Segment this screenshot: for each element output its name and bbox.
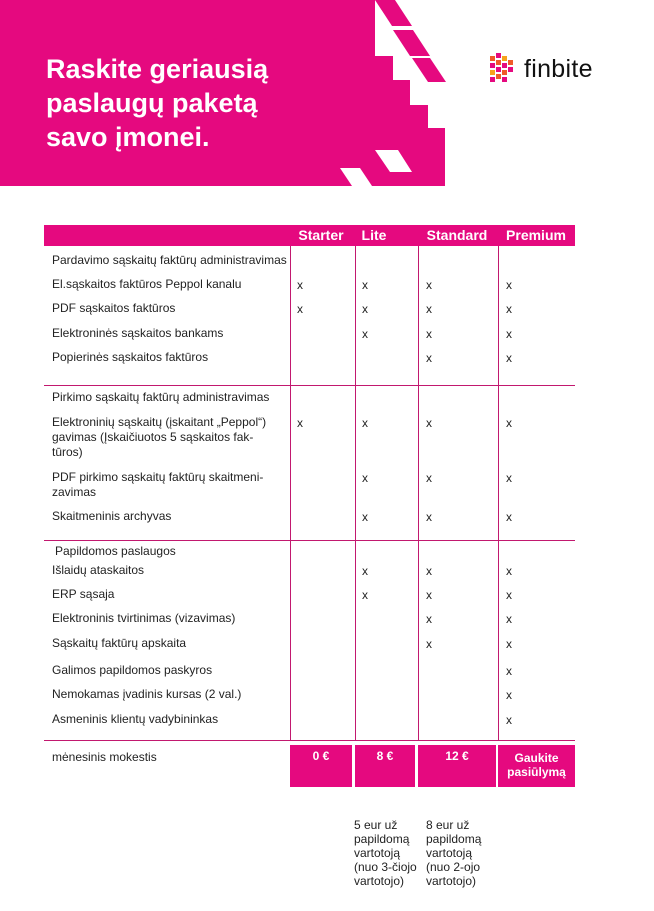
- feature-mark: x: [506, 713, 512, 727]
- feature-mark: x: [506, 471, 512, 485]
- feature-mark: x: [362, 302, 368, 316]
- feature-mark: x: [426, 416, 432, 430]
- plan-header-premium: Premium: [506, 227, 566, 243]
- feature-mark: x: [426, 278, 432, 292]
- feature-mark: x: [506, 588, 512, 602]
- feature-mark: x: [426, 637, 432, 651]
- feature-mark: x: [506, 416, 512, 430]
- column-divider: [355, 246, 356, 740]
- price-lite: [355, 745, 415, 787]
- feature-mark: x: [426, 612, 432, 626]
- feature-mark: x: [297, 416, 303, 430]
- feature-mark: x: [362, 564, 368, 578]
- feature-label: Išlaidų ataskaitos: [52, 563, 145, 577]
- price-premium[interactable]: [498, 745, 575, 787]
- feature-mark: x: [362, 416, 368, 430]
- section-title: Pirkimo sąskaitų faktūrų administravimas: [52, 390, 270, 404]
- feature-mark: x: [506, 564, 512, 578]
- column-divider: [418, 246, 419, 740]
- feature-mark: x: [362, 588, 368, 602]
- feature-label: Nemokamas įvadinis kursas (2 val.): [52, 687, 242, 701]
- feature-label: Skaitmeninis archyvas: [52, 509, 172, 523]
- price-value: 0 €: [312, 749, 330, 763]
- feature-mark: x: [506, 278, 512, 292]
- feature-label: ERP sąsaja: [52, 587, 115, 601]
- brand-logo: [488, 52, 593, 86]
- feature-label: Elektroninės sąskaitos bankams: [52, 326, 224, 340]
- feature-mark: x: [426, 564, 432, 578]
- feature-label: Asmeninis klientų vadybininkas: [52, 712, 219, 726]
- lite-extra-user-note: 5 eur už papildomą vartotoją (nuo 3-čiojo vartotojo): [354, 818, 417, 888]
- feature-label: Galimos papildomos paskyros: [52, 663, 213, 677]
- section-title: Pardavimo sąskaitų faktūrų administravimas: [52, 253, 287, 267]
- feature-label: Popierinės sąskaitos faktūros: [52, 350, 209, 364]
- price-starter: [290, 745, 352, 787]
- feature-mark: x: [297, 302, 303, 316]
- feature-mark: x: [426, 588, 432, 602]
- feature-mark: x: [426, 510, 432, 524]
- standard-extra-user-note: 8 eur už papildomą vartotoją (nuo 2-ojo vartotojo): [426, 818, 482, 888]
- feature-mark: x: [506, 637, 512, 651]
- feature-mark: x: [426, 327, 432, 341]
- feature-mark: x: [506, 510, 512, 524]
- page-title: Raskite geriausią paslaugų paketą savo įmonei.: [46, 54, 269, 152]
- feature-mark: x: [426, 351, 432, 365]
- plan-header-lite: Lite: [361, 227, 387, 243]
- column-divider: [290, 246, 291, 740]
- feature-mark: x: [506, 327, 512, 341]
- feature-label: Sąskaitų faktūrų apskaita: [52, 636, 187, 650]
- feature-mark: x: [362, 471, 368, 485]
- feature-mark: x: [506, 612, 512, 626]
- column-divider: [498, 246, 499, 740]
- feature-mark: x: [362, 278, 368, 292]
- section-title: Papildomos paslaugos: [55, 544, 176, 558]
- feature-mark: x: [506, 664, 512, 678]
- feature-label: PDF sąskaitos faktūros: [52, 301, 176, 315]
- feature-mark: x: [506, 688, 512, 702]
- price-standard: [418, 745, 496, 787]
- finbite-logo-icon: [488, 52, 518, 86]
- plan-header-starter: Starter: [298, 227, 344, 243]
- feature-mark: x: [362, 510, 368, 524]
- feature-label: El.sąskaitos faktūros Peppol kanalu: [52, 277, 242, 291]
- section-divider: [44, 385, 575, 386]
- section-divider: [44, 740, 575, 741]
- feature-mark: x: [506, 302, 512, 316]
- section-divider: [44, 540, 575, 541]
- brand-name: finbite: [524, 54, 593, 83]
- feature-mark: x: [506, 351, 512, 365]
- banner-stripe: [393, 30, 430, 56]
- feature-mark: x: [426, 471, 432, 485]
- feature-mark: x: [362, 327, 368, 341]
- feature-label: PDF pirkimo sąskaitų faktūrų skaitmeni-zavimas: [52, 470, 264, 499]
- feature-mark: x: [297, 278, 303, 292]
- plan-header-standard: Standard: [426, 227, 488, 243]
- feature-label: Elektroninių sąskaitų (įskaitant „Peppol“) gavimas (Įskaičiuotos 5 sąskaitos fak-tūros): [52, 415, 267, 459]
- banner-stripe: [375, 0, 412, 26]
- price-value: 12 €: [445, 749, 469, 763]
- monthly-fee-label: mėnesinis mokestis: [52, 750, 157, 764]
- get-offer-link[interactable]: Gaukite pasiūlymą: [507, 751, 566, 779]
- feature-mark: x: [426, 302, 432, 316]
- banner-stripe: [412, 58, 446, 82]
- feature-label: Elektroninis tvirtinimas (vizavimas): [52, 611, 236, 625]
- price-value: 8 €: [376, 749, 394, 763]
